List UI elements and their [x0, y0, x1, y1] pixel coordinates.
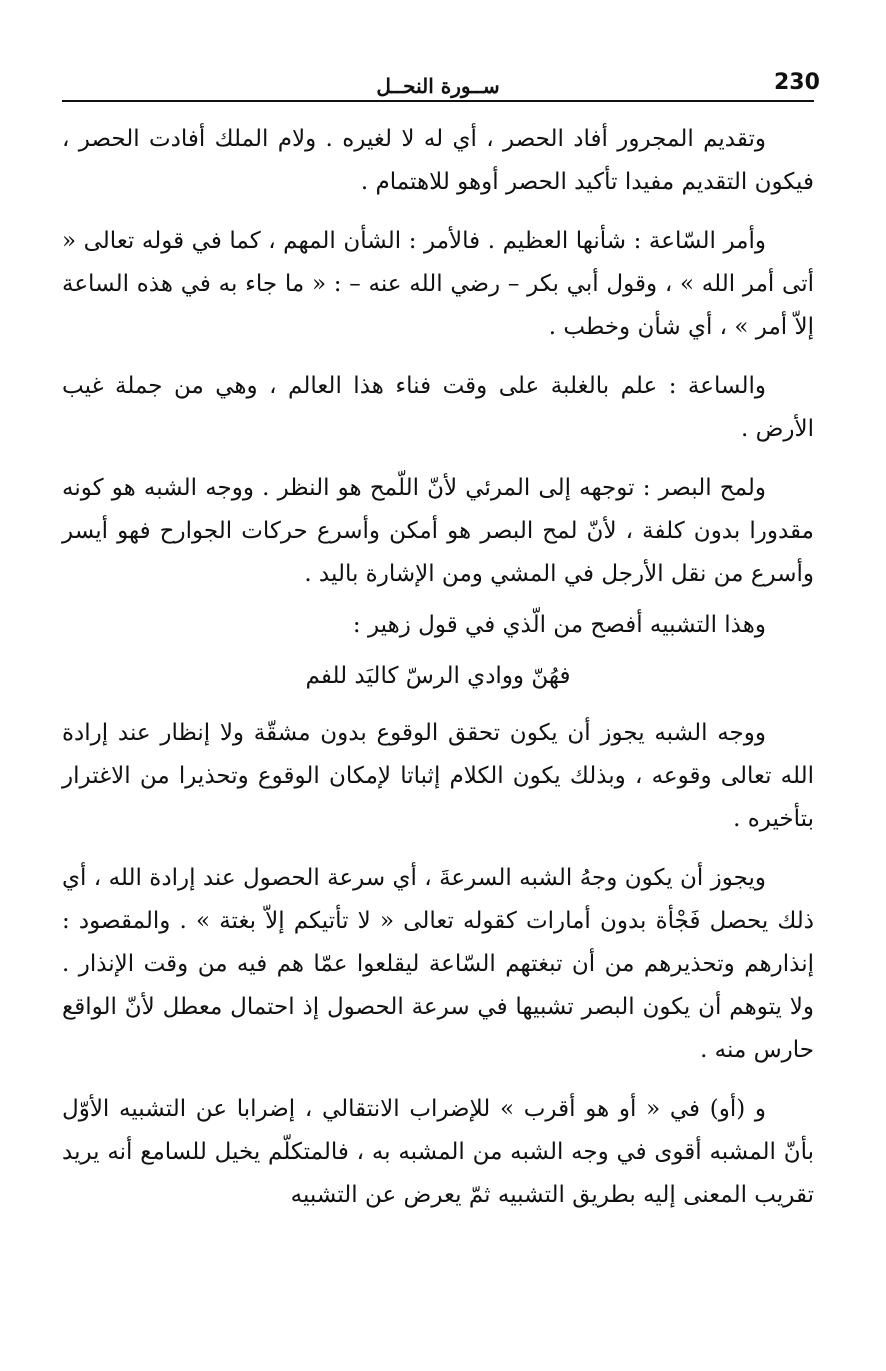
page-number: 230 [774, 70, 820, 95]
paragraph: وتقديم المجرور أفاد الحصر ، أي له لا لغيره . ولام الملك أفادت الحصر ، فيكون التقديم مفيدا تأكيد الحصر أوهو للاهتمام . [62, 126, 814, 195]
paragraph: ولمح البصر : توجهه إلى المرئي لأنّ اللّمح هو النظر . ووجه الشبه هو كونه مقدورا بدون كلفة ، لأنّ لمح البصر هو أمكن وأسرع حركات الجوارح فهو أيسر وأسرع من نقل الأرجل في المشي ومن الإشارة باليد . [62, 475, 814, 587]
paragraph: وهذا التشبيه أفصح من الّذي في قول زهير : [352, 612, 766, 638]
paragraph: ووجه الشبه يجوز أن يكون تحقق الوقوع بدون مشقّة ولا إنظار عند إرادة الله تعالى وقوعه ، وبذلك يكون الكلام إثباتا لإمكان الوقوع وتحذيرا من الاغترار بتأخيره . [62, 720, 814, 832]
paragraph: والساعة : علم بالغلبة على وقت فناء هذا العالم ، وهي من جملة غيب الأرض . [62, 373, 814, 442]
paragraph: وأمر السّاعة : شأنها العظيم . فالأمر : الشأن المهم ، كما في قوله تعالى « أتى أمر الله » ، وقول أبي بكر – رضي الله عنه – : « ما جاء به في هذه الساعة إلاّ أمر » ، أي شأن وخطب . [62, 228, 814, 340]
page-header [62, 66, 820, 102]
surah-title: ســورة النحــل [376, 74, 500, 98]
body-text [62, 118, 814, 1233]
poetry-verse: فهُنّ ووادي الرسّ كاليَد للفم [305, 663, 571, 689]
paragraph: ويجوز أن يكون وجهُ الشبه السرعةَ ، أي سرعة الحصول عند إرادة الله ، أي ذلك يحصل فَجْأة بدون أمارات كقوله تعالى « لا تأتيكم إلاّ بغتة » . والمقصود : إنذارهم وتحذيرهم من أن تبغتهم السّاعة ليقلعوا عمّا هم فيه من وقت الإنذار . ولا يتوهم أن يكون البصر تشبيها في سرعة الحصول إذ احتمال معطل لأنّ الواقع حارس منه . [62, 865, 814, 1063]
paragraph: و (أو) في « أو هو أقرب » للإضراب الانتقالي ، إضرابا عن التشبيه الأوّل بأنّ المشبه أقوى في وجه الشبه من المشبه به ، فالمتكلّم يخيل للسامع أنه يريد تقريب المعنى إليه بطريق التشبيه ثمّ يعرض عن التشبيه [62, 1096, 814, 1208]
